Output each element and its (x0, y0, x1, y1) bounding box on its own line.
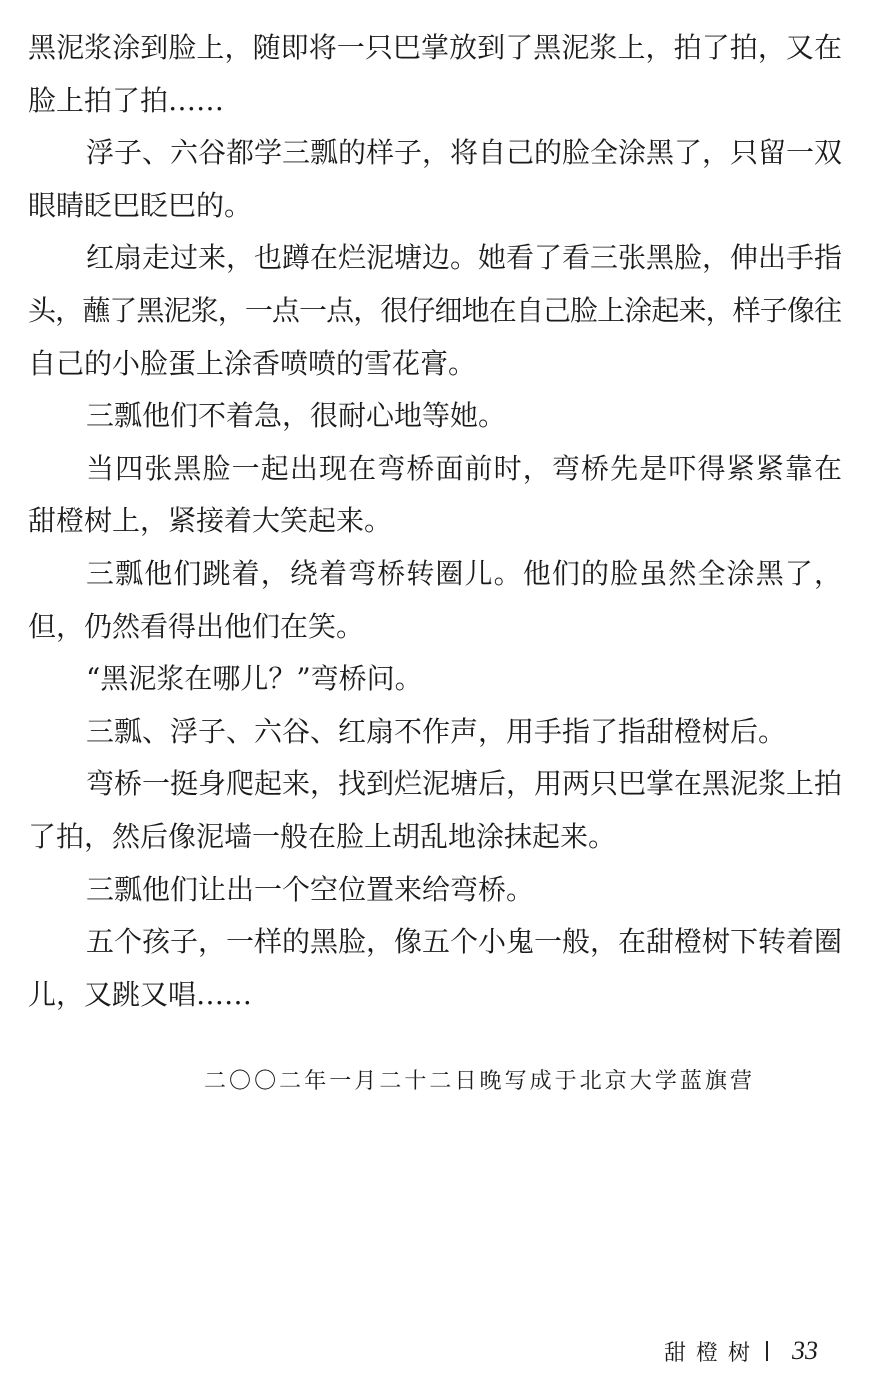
text-line: “黑泥浆在哪儿？”弯桥问。 (86, 662, 423, 696)
body-text (28, 22, 842, 1021)
text-line-row (28, 232, 842, 285)
text-line: 甜橙树上，紧接着大笑起来。 (28, 504, 393, 538)
text-line-row (28, 706, 842, 759)
text-line: 五个孩子，一样的黑脸，像五个小鬼一般，在甜橙树下转着圈 (86, 925, 842, 959)
text-line: 头，蘸了黑泥浆，一点一点，很仔细地在自己脸上涂起来，样子像往 (28, 293, 842, 327)
footer-divider (766, 1341, 768, 1361)
text-line-row (28, 180, 842, 233)
page-number: 33 (792, 1336, 819, 1365)
text-line: 浮子、六谷都学三瓢的样子，将自己的脸全涂黑了，只留一双 (86, 136, 842, 170)
text-line: 黑泥浆涂到脸上，随即将一只巴掌放到了黑泥浆上，拍了拍，又在 (28, 31, 843, 64)
text-line: 了拍，然后像泥墙一般在脸上胡乱地涂抹起来。 (28, 819, 617, 853)
page-footer (664, 1334, 818, 1368)
signature-date: 二〇〇二年一月二十二日晚写成于北京大学蓝旗营 (204, 1069, 756, 1094)
text-line-row (28, 548, 842, 601)
text-line-row (28, 75, 842, 128)
text-line-row (28, 601, 842, 654)
text-line: 脸上拍了拍…… (28, 83, 225, 117)
text-line: 弯桥一挺身爬起来，找到烂泥塘后，用两只巴掌在黑泥浆上拍 (86, 767, 842, 801)
text-line: 三瓢、浮子、六谷、红扇不作声，用手指了指甜橙树后。 (86, 714, 787, 748)
text-line-row (28, 338, 842, 391)
text-line: 三瓢他们让出一个空位置来给弯桥。 (86, 872, 535, 906)
text-line-row (28, 864, 842, 917)
running-title: 甜橙树 (664, 1340, 761, 1366)
text-line-row (28, 22, 842, 75)
text-line: 三瓢他们不着急，很耐心地等她。 (86, 399, 507, 433)
text-line-row (28, 285, 842, 338)
text-line-row (28, 127, 842, 180)
text-line: 但，仍然看得出他们在笑。 (28, 609, 365, 643)
text-line: 自己的小脸蛋上涂香喷喷的雪花膏。 (28, 346, 477, 380)
text-line: 三瓢他们跳着，绕着弯桥转圈儿。他们的脸虽然全涂黑了， (86, 556, 844, 590)
text-line-row (28, 969, 842, 1022)
text-line: 儿，又跳又唱…… (28, 977, 253, 1011)
text-line-row (28, 443, 842, 496)
text-line-row (28, 758, 842, 811)
text-line: 眼睛眨巴眨巴的。 (28, 188, 253, 222)
text-line-row (28, 653, 842, 706)
text-line: 当四张黑脸一起出现在弯桥面前时，弯桥先是吓得紧紧靠在 (86, 451, 844, 485)
text-line: 红扇走过来，也蹲在烂泥塘边。她看了看三张黑脸，伸出手指 (86, 241, 842, 275)
text-line-row (28, 390, 842, 443)
text-line-row (28, 811, 842, 864)
text-line-row (28, 495, 842, 548)
text-line-row (28, 916, 842, 969)
